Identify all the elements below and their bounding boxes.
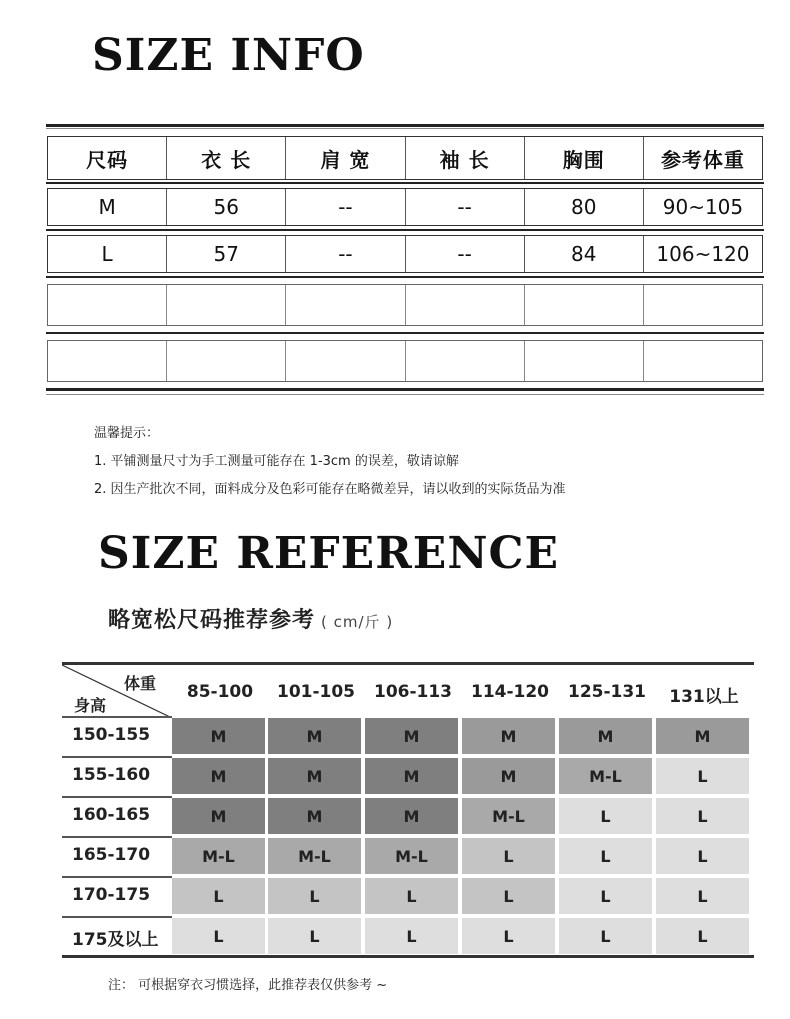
weight-range-header: 125-131 bbox=[567, 682, 647, 702]
empty-cell bbox=[286, 285, 405, 325]
empty-row bbox=[47, 284, 763, 326]
height-range-header: 170-175 bbox=[72, 885, 151, 905]
recommendation-subtitle: 略宽松尺码推荐参考 bbox=[108, 608, 316, 633]
size-recommendation-table bbox=[62, 662, 754, 958]
row-divider bbox=[62, 916, 172, 918]
height-range-header: 175及以上 bbox=[72, 930, 159, 950]
empty-cell bbox=[48, 341, 167, 381]
weight-range-header: 114-120 bbox=[470, 682, 550, 702]
table-top-rule bbox=[46, 124, 764, 127]
corner-header bbox=[62, 665, 170, 717]
row-divider bbox=[62, 756, 172, 758]
size-recommendation-cell: M-L bbox=[365, 838, 458, 874]
size-recommendation-cell: M bbox=[172, 758, 265, 794]
size-recommendation-cell: M bbox=[365, 718, 458, 754]
empty-cell bbox=[406, 341, 525, 381]
size-recommendation-cell: L bbox=[462, 918, 555, 954]
header-length: 衣 长 bbox=[167, 137, 286, 179]
header-weight: 参考体重 bbox=[660, 147, 745, 172]
size-recommendation-cell: M bbox=[268, 798, 361, 834]
size-recommendation-cell: L bbox=[462, 878, 555, 914]
size-recommendation-cell: L bbox=[656, 798, 749, 834]
header-chest: 胸围 bbox=[525, 137, 644, 179]
empty-cell bbox=[525, 285, 644, 325]
row-divider bbox=[46, 276, 764, 278]
cell-weight: 90~105 bbox=[662, 195, 744, 219]
empty-cell bbox=[167, 341, 286, 381]
row-divider bbox=[62, 876, 172, 878]
size-recommendation-cell: L bbox=[559, 878, 652, 914]
size-recommendation-cell: L bbox=[365, 878, 458, 914]
size-row-l bbox=[47, 235, 763, 273]
table-top-rule-thin bbox=[46, 128, 764, 129]
header-shoulder: 肩 宽 bbox=[286, 137, 405, 179]
weight-range-header: 101-105 bbox=[276, 682, 356, 702]
cell-weight: 106~120 bbox=[656, 242, 750, 266]
row-divider bbox=[46, 332, 764, 334]
cell-length: 56 bbox=[167, 189, 286, 225]
size-recommendation-cell: M bbox=[656, 718, 749, 754]
size-recommendation-cell: L bbox=[559, 798, 652, 834]
size-row-m bbox=[47, 188, 763, 226]
size-recommendation-cell: L bbox=[462, 838, 555, 874]
row-divider bbox=[46, 229, 764, 231]
size-recommendation-cell: M-L bbox=[172, 838, 265, 874]
header-sleeve: 袖 长 bbox=[406, 137, 525, 179]
size-recommendation-cell: L bbox=[559, 918, 652, 954]
empty-cell bbox=[644, 341, 762, 381]
cell-sleeve: -- bbox=[406, 236, 525, 272]
empty-cell bbox=[167, 285, 286, 325]
row-divider bbox=[62, 796, 172, 798]
tips-block bbox=[94, 420, 566, 504]
cell-sleeve: -- bbox=[406, 189, 525, 225]
size-recommendation-cell: M bbox=[268, 758, 361, 794]
size-reference-title: SIZE REFERENCE bbox=[98, 528, 560, 579]
size-info-header-row bbox=[47, 136, 763, 180]
recommendation-note: 注： 可根据穿衣习惯选择，此推荐表仅供参考 ~ bbox=[108, 978, 388, 993]
empty-row bbox=[47, 340, 763, 382]
size-recommendation-cell: M bbox=[559, 718, 652, 754]
size-recommendation-cell: M-L bbox=[559, 758, 652, 794]
tips-line-1: 1. 平铺测量尺寸为手工测量可能存在 1-3cm 的误差，敬请谅解 bbox=[94, 454, 459, 469]
size-recommendation-cell: M bbox=[268, 718, 361, 754]
empty-cell bbox=[286, 341, 405, 381]
header-size: 尺码 bbox=[48, 137, 167, 179]
size-recommendation-cell: L bbox=[268, 918, 361, 954]
size-recommendation-cell: L bbox=[656, 918, 749, 954]
empty-cell bbox=[48, 285, 167, 325]
row-divider bbox=[62, 836, 172, 838]
weight-range-header: 85-100 bbox=[186, 682, 254, 702]
size-recommendation-cell: L bbox=[365, 918, 458, 954]
size-recommendation-cell: M bbox=[462, 758, 555, 794]
size-recommendation-cell: M bbox=[172, 718, 265, 754]
table-bottom-rule bbox=[62, 955, 754, 958]
row-divider bbox=[62, 716, 172, 718]
height-range-header: 155-160 bbox=[72, 765, 151, 785]
cell-chest: 80 bbox=[525, 189, 644, 225]
size-info-table bbox=[46, 124, 764, 398]
recommendation-title bbox=[108, 603, 393, 634]
size-recommendation-cell: M bbox=[462, 718, 555, 754]
size-info-title: SIZE INFO bbox=[92, 30, 365, 81]
size-recommendation-cell: M-L bbox=[268, 838, 361, 874]
table-bottom-rule-thin bbox=[46, 394, 764, 395]
cell-chest: 84 bbox=[525, 236, 644, 272]
empty-cell bbox=[644, 285, 762, 325]
table-bottom-rule bbox=[46, 388, 764, 391]
cell-size: M bbox=[48, 189, 167, 225]
size-recommendation-cell: M bbox=[365, 758, 458, 794]
size-recommendation-cell: L bbox=[172, 878, 265, 914]
recommendation-unit: ( cm/斤 ) bbox=[321, 613, 394, 631]
height-range-header: 165-170 bbox=[72, 845, 151, 865]
size-recommendation-cell: L bbox=[559, 838, 652, 874]
size-recommendation-cell: L bbox=[656, 878, 749, 914]
row-divider bbox=[46, 182, 764, 184]
weight-range-header: 131以上 bbox=[669, 687, 739, 707]
cell-length: 57 bbox=[167, 236, 286, 272]
tips-line-2: 2. 因生产批次不同，面料成分及色彩可能存在略微差异，请以收到的实际货品为准 bbox=[94, 482, 566, 497]
size-recommendation-cell: M bbox=[365, 798, 458, 834]
corner-weight-label: 体重 bbox=[124, 674, 157, 693]
size-recommendation-cell: M-L bbox=[462, 798, 555, 834]
empty-cell bbox=[525, 341, 644, 381]
cell-shoulder: -- bbox=[286, 236, 405, 272]
size-recommendation-cell: L bbox=[656, 838, 749, 874]
size-recommendation-cell: L bbox=[172, 918, 265, 954]
corner-height-label: 身高 bbox=[74, 696, 107, 715]
cell-size: L bbox=[48, 236, 167, 272]
cell-shoulder: -- bbox=[286, 189, 405, 225]
height-range-header: 150-155 bbox=[72, 725, 151, 745]
size-recommendation-cell: L bbox=[656, 758, 749, 794]
tips-label: 温馨提示： bbox=[94, 426, 160, 441]
size-recommendation-cell: L bbox=[268, 878, 361, 914]
weight-range-header: 106-113 bbox=[373, 682, 453, 702]
empty-cell bbox=[406, 285, 525, 325]
size-recommendation-cell: M bbox=[172, 798, 265, 834]
height-range-header: 160-165 bbox=[72, 805, 151, 825]
